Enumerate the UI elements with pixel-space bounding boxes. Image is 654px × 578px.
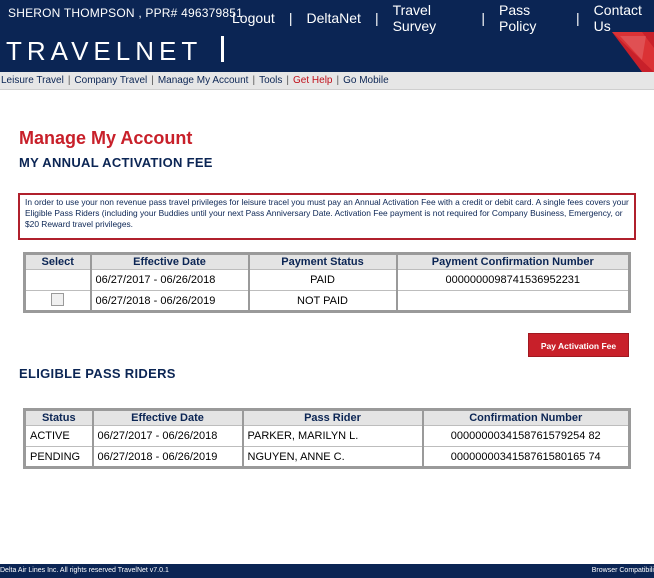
link-divider: |	[576, 10, 580, 26]
nav-leisure-travel[interactable]: Leisure Travel	[1, 75, 64, 86]
nav-divider: |	[286, 75, 290, 86]
status-cell: ACTIVE	[25, 426, 93, 447]
pass-rider-cell: PARKER, MARILYN L.	[243, 426, 423, 447]
payment-status-cell: NOT PAID	[249, 291, 397, 312]
logout-link[interactable]: Logout	[232, 10, 275, 26]
link-divider: |	[288, 10, 293, 26]
table-header-row	[25, 410, 630, 426]
user-info: SHERON THOMPSON , PPR# 496379851	[8, 6, 243, 20]
status-cell: PENDING	[25, 447, 93, 468]
header-bar	[0, 0, 654, 72]
pass-riders-table	[23, 408, 631, 469]
table-row	[25, 447, 630, 468]
effective-date-cell: 06/27/2018 - 06/26/2019	[93, 447, 243, 468]
column-header: Effective Date	[93, 410, 243, 426]
nav-divider: |	[151, 75, 154, 86]
fee-section-title: MY ANNUAL ACTIVATION FEE	[19, 155, 213, 170]
brand-logo: TRAVELNET	[6, 36, 203, 66]
select-cell	[25, 270, 91, 291]
table-row	[25, 426, 630, 447]
confirmation-number-cell: 0000000098741536952231	[397, 270, 630, 291]
column-header: Pass Rider	[243, 410, 423, 426]
confirmation-number-cell	[397, 291, 630, 312]
nav-manage-account[interactable]: Manage My Account	[157, 75, 249, 86]
main-nav	[0, 72, 654, 90]
contact-us-link[interactable]: Contact Us	[593, 2, 642, 34]
page-title: Manage My Account	[19, 128, 193, 148]
activation-fee-notice: In order to use your non revenue pass travel privileges for leisure tracel you must pay an Annual Activation Fee with a credit or debit card. A single fees covers your Eligible Pass Riders (including your Buddies until your next Pass Anniversary Date. Activation Fee payment is not required for Company Business, Emergency, or $20 Reward travel privileges.	[18, 193, 636, 240]
deltanet-link[interactable]: DeltaNet	[306, 10, 361, 26]
top-links	[232, 2, 654, 34]
travel-survey-link[interactable]: Travel Survey	[392, 2, 437, 34]
column-header: Confirmation Number	[423, 410, 630, 426]
pass-policy-link[interactable]: Pass Policy	[499, 2, 537, 34]
activation-fee-table	[23, 252, 631, 313]
nav-company-travel[interactable]: Company Travel	[74, 75, 148, 86]
effective-date-cell: 06/27/2017 - 06/26/2018	[91, 270, 249, 291]
table-row	[25, 291, 630, 312]
table-header-row	[25, 254, 630, 270]
column-header: Status	[25, 410, 93, 426]
link-divider: |	[481, 10, 485, 26]
effective-date-cell: 06/27/2017 - 06/26/2018	[93, 426, 243, 447]
delta-widget-icon	[612, 30, 654, 72]
brand-divider	[221, 36, 224, 62]
confirmation-number-cell: 0000000034158761579254 82	[423, 426, 630, 447]
confirmation-number-cell: 0000000034158761580165 74	[423, 447, 630, 468]
column-header: Payment Status	[249, 254, 397, 270]
pay-activation-fee-button[interactable]: Pay Activation Fee	[528, 333, 629, 357]
column-header: Payment Confirmation Number	[397, 254, 630, 270]
pass-rider-cell: NGUYEN, ANNE C.	[243, 447, 423, 468]
column-header: Select	[25, 254, 91, 270]
nav-tools[interactable]: Tools	[259, 75, 283, 86]
effective-date-cell: 06/27/2018 - 06/26/2019	[91, 291, 249, 312]
nav-get-help[interactable]: Get Help	[293, 75, 333, 86]
link-divider: |	[374, 10, 379, 26]
payment-status-cell: PAID	[249, 270, 397, 291]
browser-compatibility-link[interactable]: Browser Compatibili	[591, 567, 654, 574]
riders-section-title: ELIGIBLE PASS RIDERS	[19, 366, 176, 381]
table-row	[25, 270, 630, 291]
select-cell	[25, 291, 91, 312]
select-checkbox[interactable]	[51, 293, 64, 306]
nav-divider: |	[252, 75, 256, 86]
nav-divider: |	[336, 75, 340, 86]
column-header: Effective Date	[91, 254, 249, 270]
footer-bar	[0, 564, 654, 578]
footer-copyright: Delta Air Lines Inc. All rights reserved TravelNet v7.0.1	[0, 567, 169, 574]
nav-divider: |	[67, 75, 71, 86]
nav-go-mobile[interactable]: Go Mobile	[343, 75, 389, 86]
